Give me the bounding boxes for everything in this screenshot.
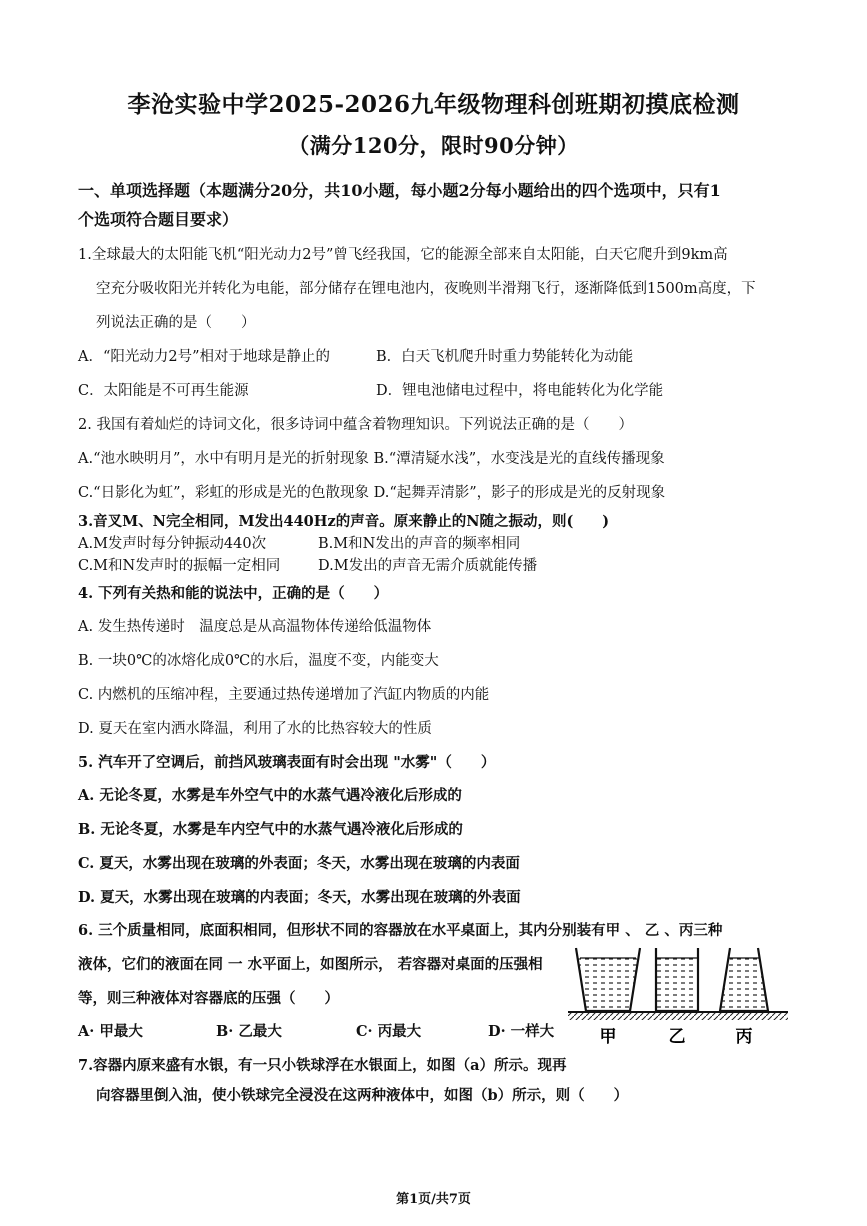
q6-option-b: B· 乙最大 <box>216 1023 282 1040</box>
ground-hatch <box>568 1012 788 1020</box>
q5-option-c: C. 夏天，水雾出现在玻璃的外表面；冬天，水雾出现在玻璃的内表面 <box>78 855 520 872</box>
q1-option-b: B．白天飞机爬升时重力势能转化为动能 <box>376 349 634 365</box>
q4-stem: 4. 下列有关热和能的说法中，正确的是（ ） <box>78 585 389 602</box>
q6-stem-cont2: 等，则三种液体对容器底的压强（ ） <box>78 990 339 1007</box>
q1-stem: 1.全球最大的太阳能飞机“阳光动力2号”曾飞经我国，它的能源全部来自太阳能，白天它爬升到9km高 <box>78 247 728 263</box>
q1-option-c: C．太阳能是不可再生能源 <box>78 383 249 399</box>
q3-option-b: B.M和N发出的声音的频率相同 <box>318 536 521 552</box>
q1-stem-cont: 空充分吸收阳光并转化为电能，部分储存在锂电池内，夜晚则半滑翔飞行，逐渐降低到1500m高度，下 <box>96 281 756 297</box>
q6-option-c: C· 丙最大 <box>356 1023 422 1040</box>
q3-option-d: D.M发出的声音无需介质就能传播 <box>318 558 538 574</box>
q2-options-ab: A.“池水映明月”，水中有明月是光的折射现象 B.“潭清疑水浅”，水变浅是光的直线传播现象 <box>78 451 665 467</box>
page-footer: 第1页/共7页 <box>396 1192 471 1207</box>
q2-stem: 2. 我国有着灿烂的诗词文化，很多诗词中蕴含着物理知识。下列说法正确的是（ ） <box>78 417 633 433</box>
q6-option-a: A· 甲最大 <box>78 1023 143 1040</box>
containers-figure <box>568 944 788 1050</box>
q6-option-d: D· 一样大 <box>488 1023 555 1040</box>
label-yi: 乙 <box>668 1027 686 1047</box>
q4-option-a: A. 发生热传递时 温度总是从高温物体传递给低温物体 <box>78 619 432 635</box>
exam-subtitle: （满分120分，限时90分钟） <box>288 133 579 158</box>
q1-option-a: A．“阳光动力2号”相对于地球是静止的 <box>78 349 331 365</box>
liquid-jia <box>578 958 638 1011</box>
q3-option-c: C.M和N发声时的振幅一定相同 <box>78 558 281 574</box>
q3-stem: 3.音叉M、N完全相同，M发出440Hz的声音。原来静止的N随之振动，则( ) <box>78 513 610 530</box>
q1-option-d: D．锂电池储电过程中，将电能转化为化学能 <box>376 383 664 399</box>
q5-option-d: D. 夏天，水雾出现在玻璃的内表面；冬天，水雾出现在玻璃的外表面 <box>78 889 521 906</box>
q5-stem: 5. 汽车开了空调后，前挡风玻璃表面有时会出现 "水雾"（ ） <box>78 754 496 771</box>
q5-option-b: B. 无论冬夏，水雾是车内空气中的水蒸气遇冷液化后形成的 <box>78 821 463 838</box>
q1-stem-cont2: 列说法正确的是（ ） <box>96 315 256 331</box>
q4-option-b: B. 一块0℃的冰熔化成0℃的水后，温度不变，内能变大 <box>78 653 439 669</box>
section-heading: 一、单项选择题（本题满分20分，共10小题，每小题2分每小题给出的四个选项中，只有1 <box>78 181 721 200</box>
q4-option-c: C. 内燃机的压缩冲程，主要通过热传递增加了汽缸内物质的内能 <box>78 687 490 703</box>
q5-option-a: A. 无论冬夏，水雾是车外空气中的水蒸气遇冷液化后形成的 <box>78 787 462 804</box>
section-heading-cont: 个选项符合题目要求） <box>78 210 239 229</box>
q7-stem-cont: 向容器里倒入油，使小铁球完全浸没在这两种液体中，如图（b）所示，则（ ） <box>96 1087 629 1104</box>
q6-stem-cont: 液体，它们的液面在同 一 水平面上，如图所示， 若容器对桌面的压强相 <box>78 956 543 973</box>
q3-option-a: A.M发声时每分钟振动440次 <box>78 536 267 552</box>
q6-stem: 6. 三个质量相同，底面积相同，但形状不同的容器放在水平桌面上，其内分别装有甲 、 乙 、丙三种 <box>78 922 723 939</box>
label-jia: 甲 <box>599 1027 617 1047</box>
q7-stem: 7.容器内原来盛有水银，有一只小铁球浮在水银面上，如图（a）所示。现再 <box>78 1057 567 1074</box>
liquid-yi <box>656 958 698 1011</box>
exam-title: 李沧实验中学2025-2026九年级物理科创班期初摸底检测 <box>127 91 740 118</box>
q4-option-d: D. 夏天在室内洒水降温，利用了水的比热容较大的性质 <box>78 721 432 737</box>
label-bing: 丙 <box>735 1027 753 1047</box>
q2-options-cd: C.“日影化为虹”，彩虹的形成是光的色散现象 D.“起舞弄清影”，影子的形成是光的反射现象 <box>78 485 666 501</box>
